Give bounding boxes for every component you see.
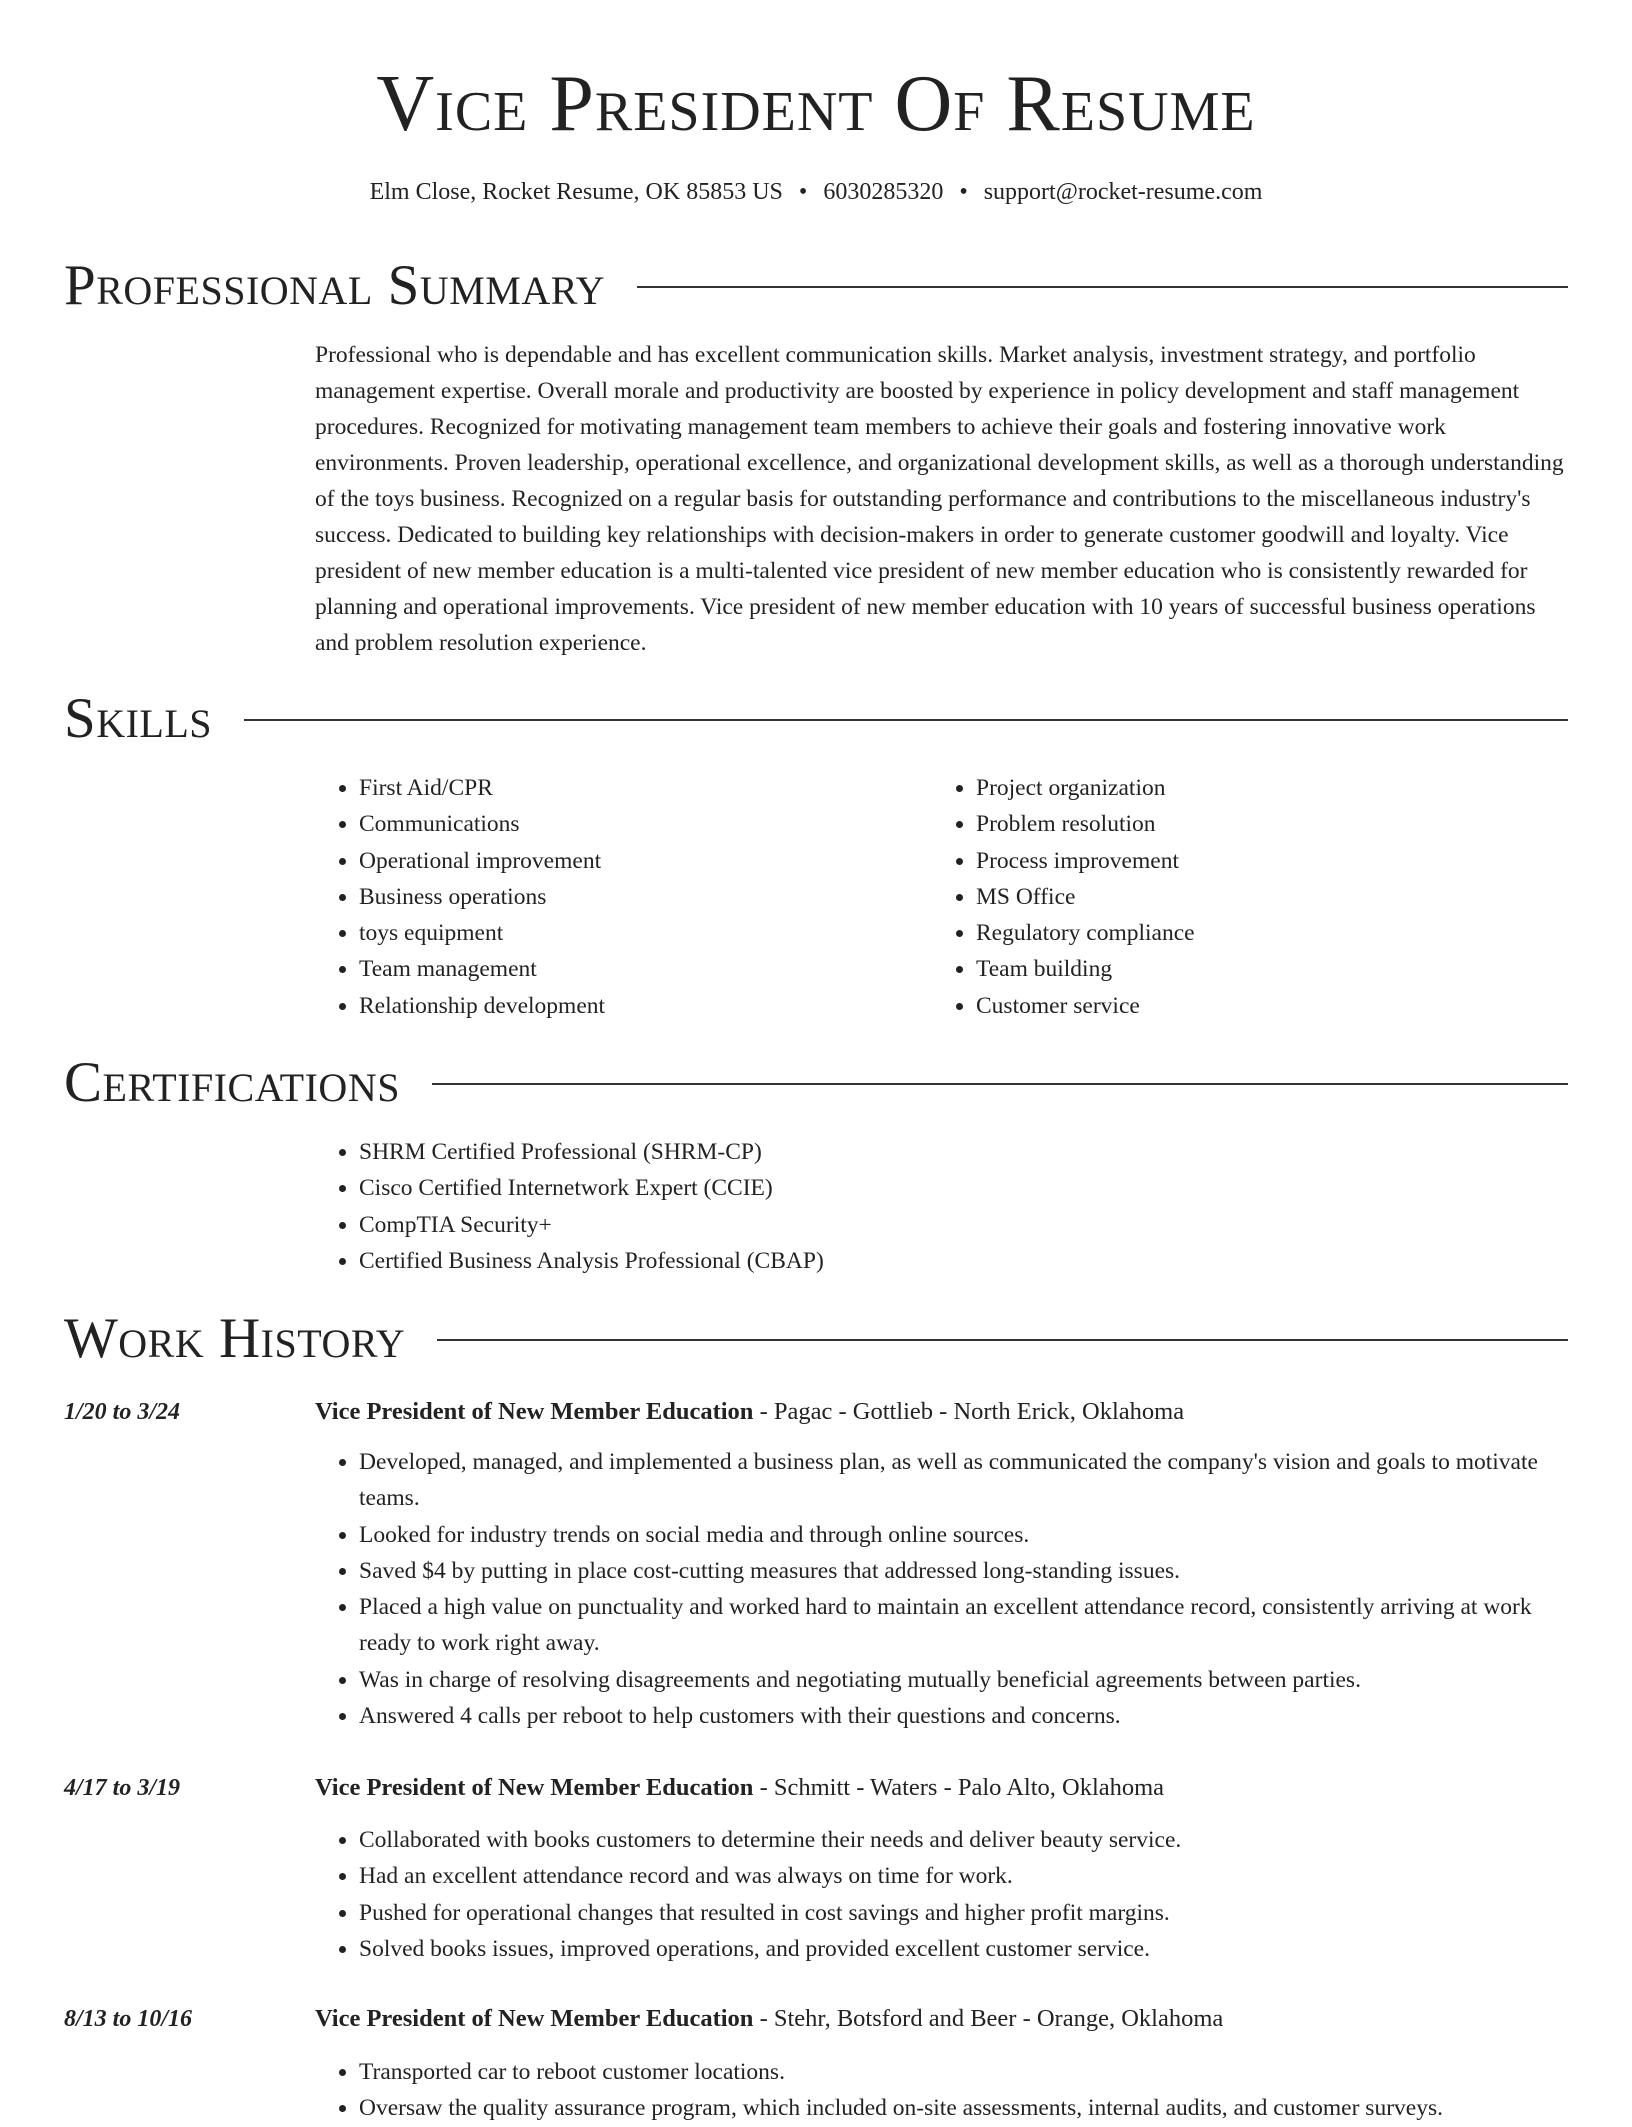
contact-phone: 6030285320 [823, 179, 944, 205]
contact-separator: • [959, 179, 968, 205]
certification-item: • CompTIA Security+ [359, 1207, 1570, 1243]
skill-item: • Problem resolution [976, 806, 1552, 842]
contact-email: support@rocket-resume.com [983, 179, 1263, 205]
skill-item: • toys equipment [359, 915, 915, 951]
job-heading [315, 1392, 1570, 1432]
skill-item: • Team building [976, 951, 1552, 987]
summary-heading: Professional Summary [64, 254, 606, 317]
job-bullet: • Saved $4 by putting in place cost-cutting measures that addressed long-standing issues. [359, 1553, 1570, 1589]
skill-item: • Business operations [359, 879, 915, 915]
section-divider [637, 286, 1568, 288]
skill-item: • Communications [359, 806, 915, 842]
job-bullets [315, 1444, 1570, 1734]
job-bullet: • Collaborated with books customers to determine their needs and deliver beauty service. [359, 1822, 1570, 1858]
work-history-heading: Work History [64, 1307, 406, 1370]
job-dates: 4/17 to 3/19 [64, 1775, 181, 1801]
skill-item: • Relationship development [359, 988, 915, 1024]
job-employer: - Schmitt - Waters - Palo Alto, Oklahoma [753, 1774, 1165, 1801]
contact-separator: • [798, 179, 808, 205]
summary-section-header [64, 246, 1568, 326]
certification-item: • SHRM Certified Professional (SHRM-CP) [359, 1134, 1570, 1170]
skill-item: • Operational improvement [359, 843, 915, 879]
job-bullet: • Answered 4 calls per reboot to help customers with their questions and concerns. [359, 1698, 1570, 1734]
job-title: Vice President of New Member Education [315, 1398, 754, 1425]
job-bullets [315, 2054, 1570, 2127]
certifications-heading: Certifications [64, 1051, 400, 1114]
job-bullet: • Transported car to reboot customer locations. [359, 2054, 1570, 2090]
certifications-list [315, 1134, 1570, 1279]
job-bullet: • Pushed for operational changes that resulted in cost savings and higher profit margins. [359, 1895, 1570, 1931]
section-divider [432, 1083, 1568, 1085]
job-bullet: • Oversaw the quality assurance program, which included on-site assessments, internal audits, and customer surveys. [359, 2090, 1570, 2126]
skills-column-left [315, 770, 915, 1024]
skill-item: • Process improvement [976, 843, 1552, 879]
job-bullet: • Looked for industry trends on social media and through online sources. [359, 1517, 1570, 1553]
skills-heading: Skills [64, 687, 213, 750]
certification-item: • Cisco Certified Internetwork Expert (CCIE) [359, 1170, 1570, 1206]
job-bullet: • Solved books issues, improved operations, and provided excellent customer service. [359, 1931, 1570, 1967]
skills-column-right [932, 770, 1552, 1024]
job-heading [315, 1999, 1570, 2039]
summary-text: Professional who is dependable and has excellent communication skills. Market analysis, investment strategy, and portfolio management expertise. Overall morale and productivity are boosted by experience in policy development and staff management procedures. Recognized for motivating management team members to achieve their goals and fostering innovative work environments. Proven leadership, operational excellence, and organizational development skills, as well as a thorough understanding of the toys business. Recognized on a regular basis for outstanding performance and contributions to the miscellaneous industry's success. Dedicated to building key relationships with decision-makers in order to generate customer goodwill and loyalty. Vice president of new member education is a multi-talented vice president of new member education who is consistently rewarded for planning and operational improvements. Vice president of new member education with 10 years of successful business operations and problem resolution experience. [315, 342, 1564, 656]
job-heading [315, 1768, 1570, 1808]
resume-name: Vice President Of Resume [376, 60, 1256, 148]
skill-item: • MS Office [976, 879, 1552, 915]
contact-address: Elm Close, Rocket Resume, OK 85853 US [369, 179, 783, 205]
job-bullet: • Was in charge of resolving disagreements and negotiating mutually beneficial agreements between parties. [359, 1662, 1570, 1698]
job-title: Vice President of New Member Education [315, 2005, 754, 2032]
skill-item: • Customer service [976, 988, 1552, 1024]
job-bullet: • Developed, managed, and implemented a business plan, as well as communicated the company's vision and goals to motivate teams. [359, 1444, 1570, 1517]
certification-item: • Certified Business Analysis Professional (CBAP) [359, 1243, 1570, 1279]
job-title: Vice President of New Member Education [315, 1774, 754, 1801]
job-bullet: • Placed a high value on punctuality and worked hard to maintain an excellent attendance record, consistently arriving at work ready to work right away. [359, 1589, 1570, 1662]
job-employer: - Stehr, Botsford and Beer - Orange, Oklahoma [753, 2005, 1224, 2032]
skill-item: • Project organization [976, 770, 1552, 806]
section-divider [437, 1339, 1568, 1341]
skill-item: • Regulatory compliance [976, 915, 1552, 951]
skill-item: • Team management [359, 951, 915, 987]
job-dates: 8/13 to 10/16 [64, 2006, 193, 2032]
contact-line [0, 172, 1632, 212]
work-history-section-header [64, 1299, 1568, 1379]
section-divider [244, 719, 1568, 721]
skill-item: • First Aid/CPR [359, 770, 915, 806]
job-bullets [315, 1822, 1570, 1967]
skills-section-header [64, 679, 1568, 759]
job-employer: - Pagac - Gottlieb - North Erick, Oklahoma [753, 1398, 1185, 1425]
job-dates: 1/20 to 3/24 [64, 1399, 181, 1425]
certifications-section-header [64, 1043, 1568, 1123]
job-bullet: • Had an excellent attendance record and was always on time for work. [359, 1858, 1570, 1894]
